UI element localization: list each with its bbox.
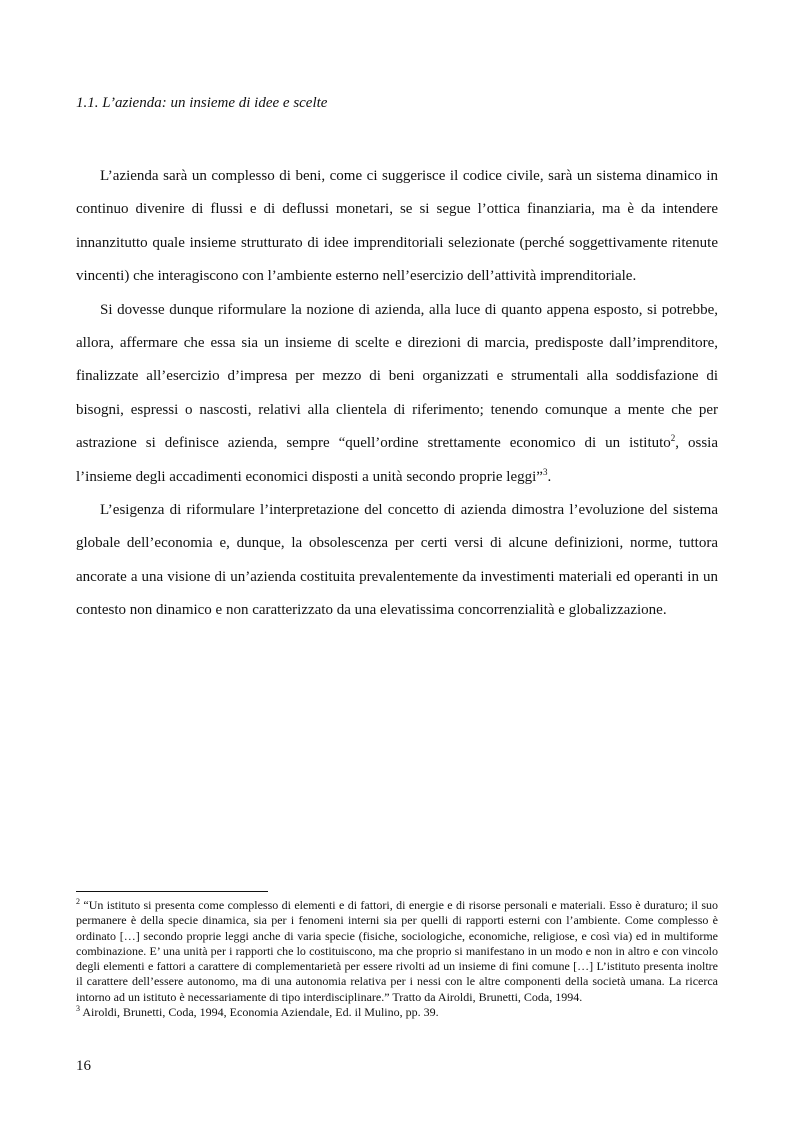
paragraph-2-text-a: Si dovesse dunque riformulare la nozione di azienda, alla luce di quanto appena esposto, si potrebbe, allora, affermare che essa sia un insieme di scelte e direzioni di marcia, predisposte dall’imprenditore, finalizzate all’esercizio d’impresa per mezzo di beni organizzati e strumentali alla soddisfazione di bisogni, espressi o nascosti, relativi alla clientela di riferimento; tenendo comunque a mente che per astrazione si definisce azienda, sempre “quell’ordine strettamente economico di un istituto — [76, 301, 718, 452]
footnote-2-mark: 2 — [76, 897, 80, 906]
footnote-2-text: “Un istituto si presenta come complesso di elementi e di fattori, di energie e di risorse personali e materiali. Esso è duraturo; il suo permanere è della specie dinamica, sia per i fenomeni interni sia per quelli di rapporti esterni con l’ambiente. Come complesso è ordinato […] secondo proprie leggi anche di varia specie (fisiche, sociologiche, economiche, religiose, e così via) ed in multiforme combinazione. E’ una unità per i rapporti che lo costituiscono, ma che proprio si manifestano in un modo e non in altro e con vincolo degli elementi e fattori a carattere di complementarietà per essere rivolti ad un insieme di fini comune […] L’istituto presenta inoltre il carattere dell’essere autonomo, ma di una autonomia relativa per i nessi con le altre componenti della società umana. La ricerca intorno ad un istituto è necessariamente di tipo interdisciplinare.” Tratto da Airoldi, Brunetti, Coda, 1994. — [76, 898, 719, 1004]
footnotes — [76, 898, 718, 1020]
footnote-separator — [76, 891, 268, 892]
paragraph-2 — [76, 294, 718, 494]
footnote-3-mark: 3 — [76, 1004, 80, 1014]
page-number: 16 — [76, 1058, 91, 1074]
footnote-3 — [76, 1005, 718, 1020]
paragraph-1: L’azienda sarà un complesso di beni, come ci suggerisce il codice civile, sarà un sistema dinamico in continuo divenire di flussi e di deflussi monetari, se si segue l’ottica finanziaria, ma è da intendere innanzitutto quale insieme strutturato di idee imprenditoriali selezionate (perché soggettivamente ritenute vincenti) che interagiscono con l’ambiente esterno nell’esercizio dell’attività imprenditoriale. — [76, 168, 718, 285]
footnote-3-text: Airoldi, Brunetti, Coda, 1994, Economia Aziendale, Ed. il Mulino, pp. 39. — [82, 1005, 439, 1020]
body-text — [76, 160, 718, 628]
footnote-ref-2[interactable]: 2 — [670, 433, 676, 444]
paragraph-2-text-b: , ossia l’insieme degli accadimenti economici disposti a unità secondo proprie leggi” — [76, 435, 719, 485]
paragraph-3: L’esigenza di riformulare l’interpretazione del concetto di azienda dimostra l’evoluzione del sistema globale dell’economia e, dunque, la obsolescenza per certi versi di alcune definizioni, norme, tuttora ancorate a una visione di un’azienda costituita prevalentemente da investimenti materiali ed operanti in un contesto non dinamico e non caratterizzato da una elevatissima concorrenzialità e globalizzazione. — [76, 502, 718, 619]
paragraph-2-text-c: . — [547, 468, 552, 485]
footnote-ref-3[interactable]: 3 — [542, 466, 548, 477]
section-heading: 1.1. L’azienda: un insieme di idee e scelte — [76, 95, 328, 111]
footnote-2 — [76, 898, 718, 1005]
